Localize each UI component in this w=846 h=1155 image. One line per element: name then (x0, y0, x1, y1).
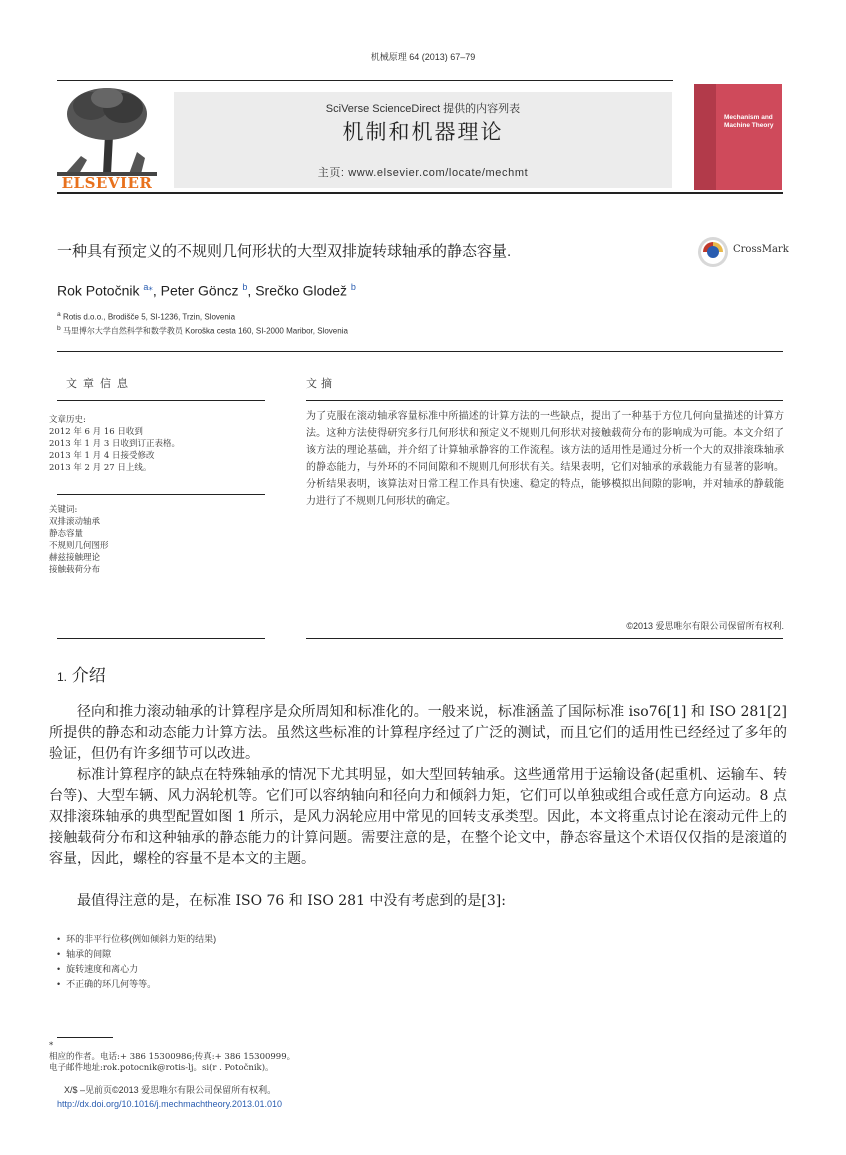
bullet-dot-icon: • (57, 949, 61, 959)
section-number: 1. (57, 670, 68, 684)
paper-title: 一种具有预定义的不规则几何形状的大型双排旋转球轴承的静态容量. (57, 243, 512, 260)
journal-reference: 机械原理 64 (2013) 67–79 (370, 52, 476, 62)
issn-line: X/$ –见前页©2013 爱思唯尔有限公司保留所有权利。 (64, 1085, 277, 1095)
keywords-label: 关键词: (49, 505, 78, 515)
cover-strip (694, 84, 716, 190)
affiliation-mark[interactable]: b (242, 282, 248, 292)
elsevier-wordmark: ELSEVIER (61, 174, 153, 192)
bullet-item: • 环的非平行位移(例如倾斜力矩的结果) (57, 934, 217, 944)
article-history (49, 414, 180, 474)
affiliation-sup: b (57, 325, 61, 332)
header-top-rule (57, 80, 673, 81)
corresponding-author-mark[interactable]: ⁎ (148, 282, 153, 292)
author-name[interactable]: Peter Göncz (160, 282, 239, 299)
footnote (49, 1041, 295, 1074)
affiliation-mark[interactable]: a (143, 282, 149, 292)
affiliation-b (57, 325, 348, 337)
article-info-heading: 文章信息 (66, 378, 134, 390)
bullet-dot-icon: • (57, 964, 61, 974)
bullet-item: • 旋转速度和离心力 (57, 964, 139, 974)
history-label: 文章历史: (49, 415, 86, 425)
keyword: 接触载荷分布 (49, 565, 101, 575)
crossmark-badge[interactable] (697, 236, 787, 268)
keyword: 赫兹接触理论 (49, 553, 101, 563)
author-name[interactable]: Rok Potočnik (57, 282, 140, 299)
divider (57, 351, 783, 352)
affiliation-sup: a (57, 311, 61, 318)
header-bottom-rule (57, 192, 783, 194)
divider (57, 638, 265, 639)
cover-title: Mechanism and Machine Theory (724, 114, 774, 129)
contents-list-line: SciVerse ScienceDirect 提供的内容列表 (325, 103, 521, 115)
affiliation-text: Rotis d.o.o., Brodišče 5, SI-1236, Trzin, Slovenia (62, 312, 236, 322)
author-name[interactable]: Srečko Glodež (255, 282, 348, 299)
crossmark-icon (697, 236, 729, 268)
divider (306, 638, 783, 639)
body-paragraph: 标准计算程序的缺点在特殊轴承的情况下尤其明显，如大型回转轴承。这些通常用于运输设备(起重机、运输车、转台等)、大型车辆、风力涡轮机等。它们可以容纳轴向和径向力和倾斜力矩，它们可以单独或组合或任意方向运动。8 点双排滚珠轴承的典型配置如图 1 所示，是风力涡轮应用中常见的回转支承类型。因此，本文将重点讨论在滚动元件上的接触载荷分布和这种轴承的静态能力的计算问题。需要注意的是，在整个论文中，静态容量这个术语仅仅指的是滚道的容量，因此，螺栓的容量不是本文的主题。 (49, 767, 787, 867)
abstract-heading: 文摘 (306, 378, 336, 390)
abstract-copyright: ©2013 爱思唯尔有限公司保留所有权利. (626, 621, 784, 631)
bullet-item: • 轴承的间隙 (57, 949, 112, 959)
keyword: 静态容量 (49, 529, 84, 539)
history-item: 2013 年 1 月 3 日收到订正表格。 (49, 439, 180, 449)
bullet-item: • 不正确的环几何等等。 (57, 979, 157, 989)
history-item: 2013 年 1 月 4 日接受修改 (49, 451, 155, 461)
elsevier-logo (57, 86, 157, 192)
divider (306, 400, 783, 401)
bullet-dot-icon: • (57, 934, 61, 944)
affiliation-mark[interactable]: b (350, 282, 356, 292)
history-item: 2013 年 2 月 27 日上线。 (49, 463, 152, 473)
body-paragraph: 径向和推力滚动轴承的计算程序是众所周知和标准化的。一般来说，标准涵盖了国际标准 iso76[1] 和 ISO 281[2]所提供的静态和动态能力计算方法。虽然这些标准的计算程序经过了广泛的测试，而且它们的适用性已经经过了多年的验证，但仍有许多细节可以改进。 (49, 704, 787, 762)
tree-icon (57, 86, 157, 176)
author-list: Rok Potočnik $^{a⁎}$, Peter Göncz $^b$, Srečko Glodež $^b$ (57, 282, 356, 299)
affiliation-text: 马里博尔大学自然科学和数学教员 Koroška cesta 160, SI-2000 Maribor, Slovenia (62, 326, 348, 336)
footnote-mark: * (49, 1041, 54, 1051)
journal-homepage[interactable]: 主页: www.elsevier.com/locate/mechmt (317, 167, 529, 179)
bullet-list (57, 932, 216, 992)
footnote-rule (57, 1037, 113, 1038)
journal-cover (694, 84, 782, 190)
journal-header-band (174, 92, 672, 188)
history-item: 2012 年 6 月 16 日收到 (49, 427, 143, 437)
journal-title: 机制和机器理论 (342, 120, 504, 144)
abstract-text: 为了克服在滚动轴承容量标准中所描述的计算方法的一些缺点，提出了一种基于方位几何向量描述的计算方法。这种方法使得研究多行几何形状和预定义不规则几何形状对接触载荷分布的影响成为可能。本文介绍了该方法的理论基础，并介绍了计算轴承静容的工作流程。该方法的适用性是通过分析一个大的双排滚珠轴承的静态能力，与外环的不同间隙和不规则几何形状有关。结果表明，它们对轴承的承载能力有显著的影响。分析结果表明，该算法对日常工程工作具有快速、稳定的特点，能够模拟出间隙的影响，并对轴承的静载能力进行了不规则几何形状的确定。 (306, 411, 784, 507)
divider (57, 494, 265, 495)
section-title: 介绍 (71, 666, 106, 686)
keyword: 双排滚动轴承 (49, 517, 101, 527)
affiliation-a (57, 311, 235, 322)
keywords (49, 504, 109, 576)
footnote-email[interactable]: 电子邮件地址:rok.potocnik@rotis-lj。si(r . Potočnik)。 (49, 1063, 274, 1073)
bullet-dot-icon: • (57, 979, 61, 989)
divider (57, 400, 265, 401)
crossmark-label: CrossMark (733, 244, 789, 255)
footnote-contact: 相应的作者。电话:+ 386 15300986;传真:+ 386 15300999。 (49, 1052, 296, 1062)
keyword: 不规则几何图形 (49, 541, 109, 551)
section-heading (57, 661, 106, 686)
body-paragraph: 最值得注意的是，在标准 ISO 76 和 ISO 281 中没有考虑到的是[3]: (77, 893, 506, 909)
doi-link[interactable]: http://dx.doi.org/10.1016/j.mechmachtheory.2013.01.010 (57, 1099, 282, 1109)
